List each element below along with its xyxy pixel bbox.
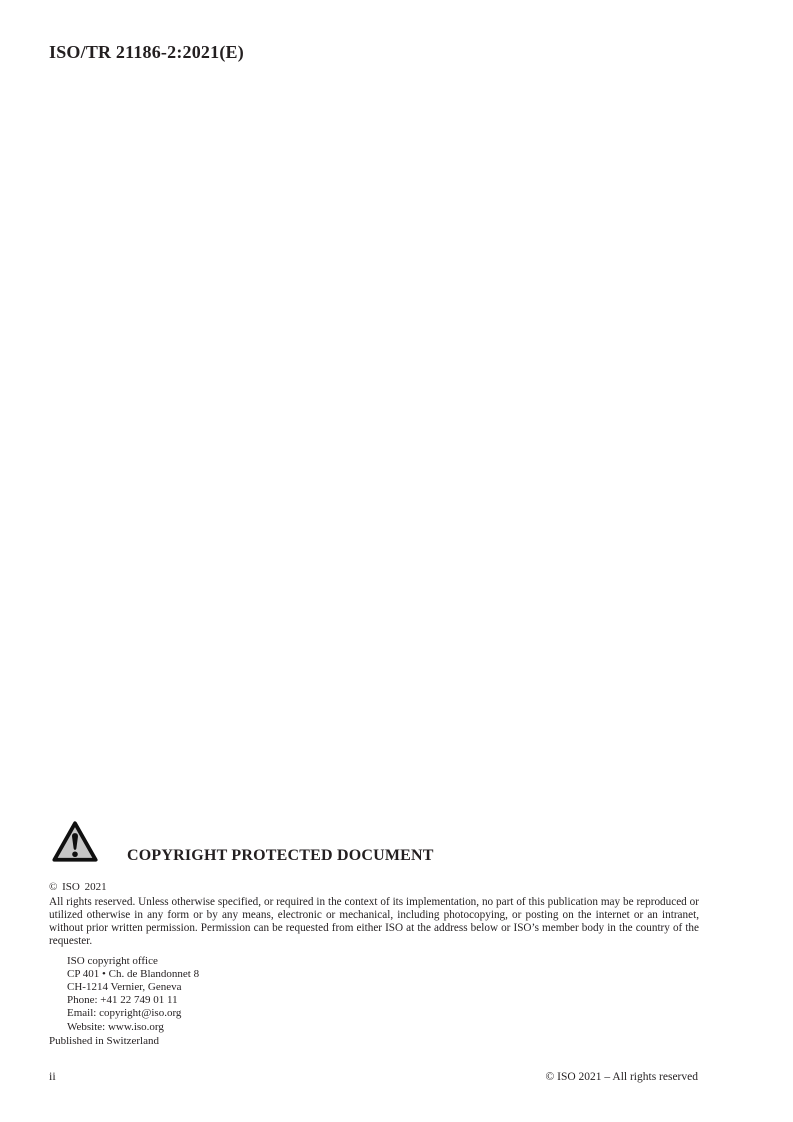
address-line-street: CP 401 • Ch. de Blandonnet 8 — [67, 967, 200, 980]
footer-copyright: © ISO 2021 – All rights reserved — [545, 1071, 698, 1083]
copyright-body-text: All rights reserved. Unless otherwise specified, or required in the context of its implementation, no part of this publication may be reproduced or utilized otherwise in any form or by any means, electronic or mechanical, including photocopying, or posting on the internet or an intranet, without prior written permission. Permission can be requested from either ISO at the address below or ISO’s member body in the country of the requester. — [49, 896, 699, 947]
copyright-section — [49, 816, 699, 1048]
iso-address-block — [49, 954, 699, 1048]
copyright-banner — [49, 816, 699, 868]
address-line-city: CH-1214 Vernier, Geneva — [67, 981, 182, 994]
address-line-website: Website: www.iso.org — [67, 1020, 164, 1033]
page-number: ii — [49, 1069, 56, 1083]
copyright-notice: © ISO 2021 — [49, 881, 107, 893]
address-line-email: Email: copyright@iso.org — [67, 1007, 182, 1020]
address-line-phone: Phone: +41 22 749 01 11 — [67, 994, 178, 1007]
published-in-line: Published in Switzerland — [49, 1034, 159, 1047]
copyright-heading: COPYRIGHT PROTECTED DOCUMENT — [127, 847, 434, 864]
address-line-office: ISO copyright office — [67, 954, 158, 967]
document-reference-header: ISO/TR 21186-2:2021(E) — [49, 42, 244, 62]
warning-triangle-icon — [51, 816, 99, 868]
